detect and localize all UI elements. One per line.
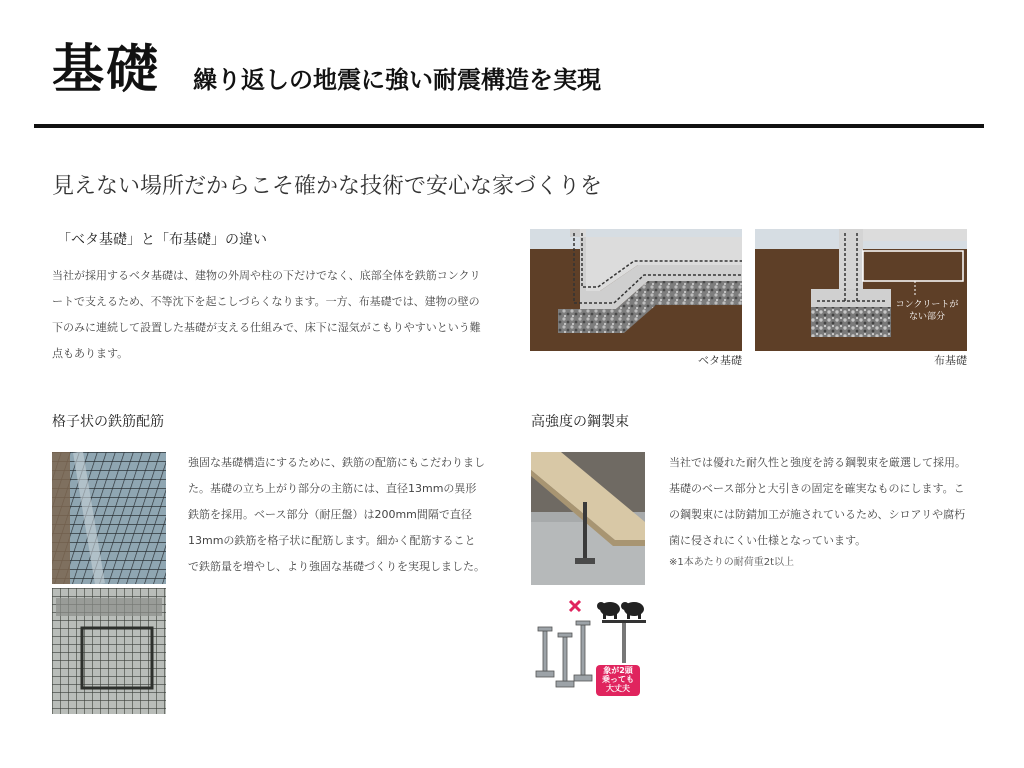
header-divider bbox=[34, 124, 984, 128]
no-concrete-label-line1: コンクリートが bbox=[895, 300, 959, 310]
difference-body: 当社が採用するベタ基礎は、建物の外周や柱の下だけでなく、底部全体を鉄筋コンクリートで支えるため、不等沈下を起こしづらくなります。一方、布基礎では、建物の壁の下のみに連続して設置した基礎が支える仕組みで、床下に湿気がこもりやすいという難点もあります。 bbox=[52, 269, 481, 360]
no-concrete-label-line2: ない部分 bbox=[908, 312, 945, 322]
beta-caption: ベタ基礎 bbox=[698, 354, 742, 367]
page-title: 基礎 bbox=[52, 40, 161, 100]
load-badge-line2: 乗っても bbox=[602, 675, 634, 684]
load-badge-line1: 象が2頭 bbox=[603, 666, 633, 675]
page-subtitle: 繰り返しの地震に強い耐震構造を実現 bbox=[193, 66, 601, 94]
nuno-caption: 布基礎 bbox=[934, 354, 967, 367]
steel-post-body: 当社では優れた耐久性と強度を誇る鋼製束を厳選して採用。基礎のベース部分と大引きの固定を確実なものにします。この鋼製束には防錆加工が施されているため、シロアリや腐朽菌に侵されにくい仕様となっています。 bbox=[669, 456, 966, 547]
steel-post-heading: 高強度の鋼製束 bbox=[531, 414, 629, 430]
rebar-heading: 格子状の鉄筋配筋 bbox=[52, 414, 164, 430]
nuno-foundation-diagram bbox=[755, 229, 967, 351]
load-badge-line3: 大丈夫 bbox=[606, 684, 630, 693]
load-badge bbox=[596, 665, 640, 696]
steel-post-photo bbox=[531, 452, 645, 585]
rebar-grid-photo bbox=[52, 452, 166, 584]
load-capacity-note: ※1本あたりの耐荷重2t以上 bbox=[669, 557, 795, 568]
steel-post-illustration bbox=[530, 597, 648, 697]
beta-foundation-diagram bbox=[530, 229, 742, 351]
rebar-mesh-photo bbox=[52, 588, 166, 714]
rebar-body: 強固な基礎構造にするために、鉄筋の配筋にもこだわりました。基礎の立ち上がり部分の主筋には、直径13mmの異形鉄筋を採用。ベース部分（耐圧盤）は200mm間隔で直径13mmの鉄筋を格子状に配筋します。細かく配筋することで鉄筋量を増やし、より強固な基礎づくりを実現しました。 bbox=[188, 456, 485, 573]
difference-heading: 「ベタ基礎」と「布基礎」の違い bbox=[57, 232, 267, 248]
section-headline: 見えない場所だからこそ確かな技術で安心な家づくりを bbox=[52, 174, 603, 199]
no-concrete-label bbox=[887, 299, 967, 323]
